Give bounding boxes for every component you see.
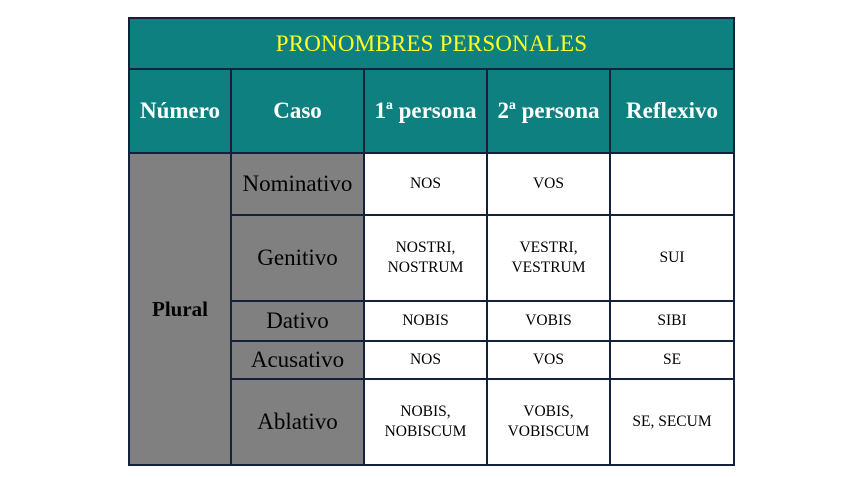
cell-genitivo-reflexivo bbox=[610, 215, 734, 301]
cell-text: SE, SECUM bbox=[632, 413, 712, 430]
title-row bbox=[129, 18, 734, 69]
cell-text: VESTRI, bbox=[519, 239, 578, 256]
cell-genitivo-segunda bbox=[487, 215, 610, 301]
cell-ablativo-reflexivo bbox=[610, 379, 734, 465]
cell-text: NOSTRUM bbox=[387, 259, 464, 276]
cell-dativo-segunda bbox=[487, 301, 610, 341]
cell-text: NOBISCUM bbox=[384, 423, 467, 440]
cell-text: VOS bbox=[532, 351, 564, 368]
header-numero: Número bbox=[129, 69, 231, 153]
case-acusativo: Acusativo bbox=[231, 341, 364, 379]
cell-text: SE bbox=[662, 351, 682, 368]
cell-ablativo-segunda bbox=[487, 379, 610, 465]
cell-genitivo-primera bbox=[364, 215, 487, 301]
header-row bbox=[129, 69, 734, 153]
cell-text: VOBIS, bbox=[523, 403, 574, 420]
cell-dativo-primera bbox=[364, 301, 487, 341]
case-dativo: Dativo bbox=[231, 301, 364, 341]
case-ablativo: Ablativo bbox=[231, 379, 364, 465]
cell-nominativo-segunda bbox=[487, 153, 610, 215]
cell-acusativo-segunda bbox=[487, 341, 610, 379]
cell-nominativo-primera bbox=[364, 153, 487, 215]
cell-text: VESTRUM bbox=[511, 259, 586, 276]
cell-text: SUI bbox=[659, 249, 685, 266]
cell-acusativo-primera bbox=[364, 341, 487, 379]
pronouns-table bbox=[128, 17, 735, 466]
cell-text: VOBIS bbox=[525, 312, 572, 329]
cell-text: VOBISCUM bbox=[507, 423, 590, 440]
cell-text: NOBIS bbox=[402, 312, 449, 329]
header-reflexivo: Reflexivo bbox=[610, 69, 734, 153]
header-segunda-persona: 2ª persona bbox=[487, 69, 610, 153]
header-primera-persona: 1ª persona bbox=[364, 69, 487, 153]
case-nominativo: Nominativo bbox=[231, 153, 364, 215]
cell-ablativo-primera bbox=[364, 379, 487, 465]
cell-text: NOBIS, bbox=[400, 403, 451, 420]
table-row bbox=[129, 153, 734, 215]
table-title: PRONOMBRES PERSONALES bbox=[129, 18, 734, 69]
cell-nominativo-reflexivo-empty bbox=[610, 153, 734, 215]
case-genitivo: Genitivo bbox=[231, 215, 364, 301]
numero-plural-cell: Plural bbox=[129, 153, 231, 465]
header-caso: Caso bbox=[231, 69, 364, 153]
cell-text: SIBI bbox=[657, 312, 687, 329]
cell-text: NOS bbox=[409, 175, 441, 192]
cell-text: VOS bbox=[532, 175, 564, 192]
cell-acusativo-reflexivo bbox=[610, 341, 734, 379]
cell-text: NOSTRI, bbox=[395, 239, 456, 256]
cell-dativo-reflexivo bbox=[610, 301, 734, 341]
cell-text: NOS bbox=[409, 351, 441, 368]
